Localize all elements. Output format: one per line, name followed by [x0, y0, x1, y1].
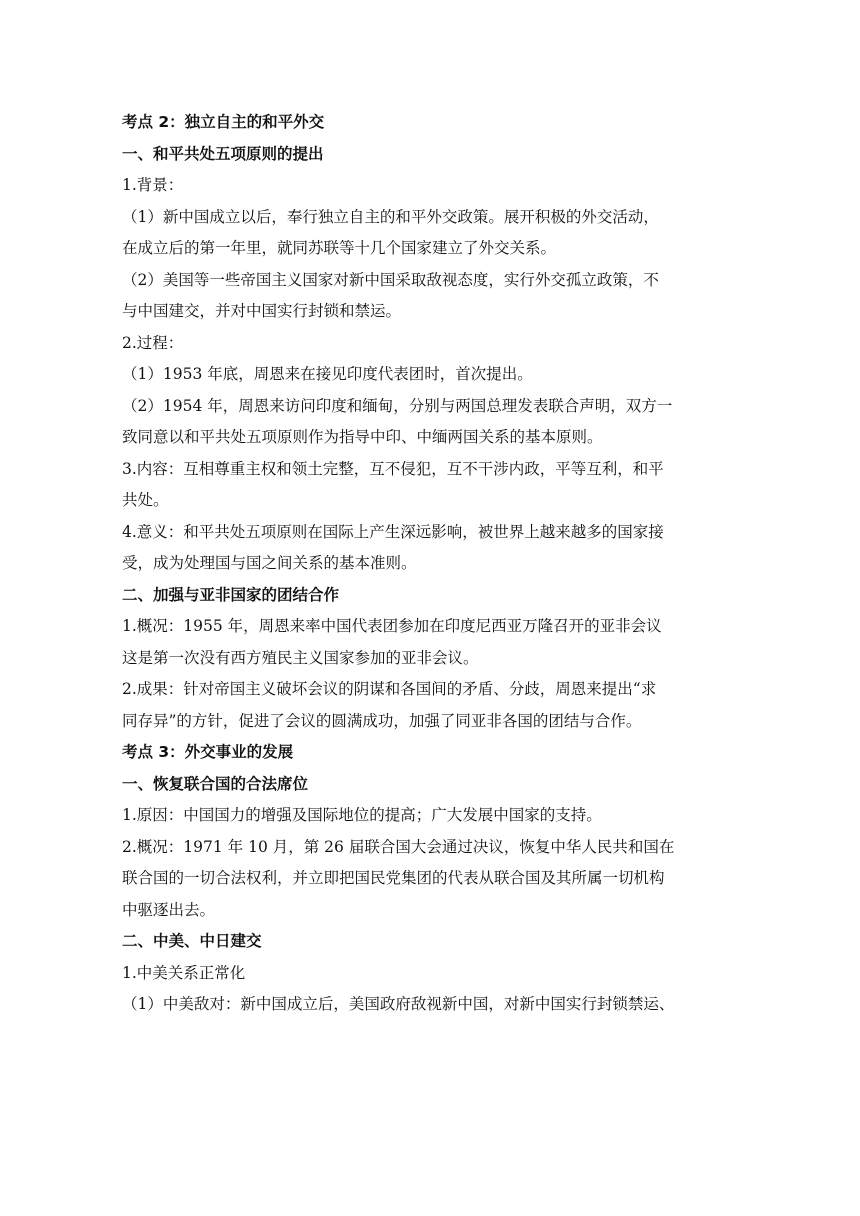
section-heading: 一、和平共处五项原则的提出 [122, 144, 324, 163]
body-line: 致同意以和平共处五项原则作为指导中印、中缅两国关系的基本原则。 [122, 428, 603, 446]
body-line: 受，成为处理国与国之间关系的基本准则。 [122, 554, 417, 572]
body-line: 在成立后的第一年里，就同苏联等十几个国家建立了外交关系。 [122, 239, 557, 257]
body-line: 这是第一次没有西方殖民主义国家参加的亚非会议。 [122, 648, 479, 667]
exam-point-heading: 考点 2：独立自主的和平外交 [122, 113, 325, 131]
body-line: （1）1953 年底，周恩来在接见印度代表团时，首次提出。 [122, 365, 533, 383]
subheading: 1.中美关系正常化 [122, 963, 246, 982]
body-line: 2.概况：1971 年 10 月，第 26 届联合国大会通过决议，恢复中华人民共和国在 [122, 837, 675, 856]
body-line: （2）美国等一些帝国主义国家对新中国采取敌视态度，实行外交孤立政策，不 [122, 270, 659, 289]
body-line: （2）1954 年，周恩来访问印度和缅甸，分别与两国总理发表联合声明，双方一 [122, 396, 673, 415]
body-line: 共处。 [122, 491, 169, 509]
body-line: （1）新中国成立以后，奉行独立自主的和平外交政策。展开积极的外交活动， [122, 207, 659, 226]
section-heading: 二、中美、中日建交 [122, 932, 262, 950]
document-page [122, 107, 742, 1021]
section-heading: 一、恢复联合国的合法席位 [122, 774, 309, 793]
subheading: 1.背景： [122, 176, 184, 194]
subheading: 2.过程： [122, 333, 184, 352]
body-line: （1）中美敌对：新中国成立后，美国政府敌视新中国，对新中国实行封锁禁运、 [122, 995, 675, 1013]
exam-point-heading: 考点 3：外交事业的发展 [122, 743, 294, 761]
body-line: 2.成果：针对帝国主义破坏会议的阴谋和各国间的矛盾、分歧，周恩来提出“求 [122, 680, 657, 698]
body-line: 联合国的一切合法权利，并立即把国民党集团的代表从联合国及其所属一切机构 [122, 869, 665, 887]
body-line: 中驱逐出去。 [122, 900, 216, 919]
body-line: 3.内容：互相尊重主权和领土完整，互不侵犯，互不干涉内政，平等互利，和平 [122, 459, 664, 478]
body-line: 1.概况：1955 年，周恩来率中国代表团参加在印度尼西亚万隆召开的亚非会议 [122, 617, 662, 635]
body-line: 4.意义：和平共处五项原则在国际上产生深远影响，被世界上越来越多的国家接 [122, 522, 664, 541]
body-line: 同存异”的方针，促进了会议的圆满成功，加强了同亚非各国的团结与合作。 [122, 711, 642, 730]
section-heading: 二、加强与亚非国家的团结合作 [122, 585, 340, 604]
body-line: 与中国建交，并对中国实行封锁和禁运。 [122, 302, 402, 320]
body-line: 1.原因：中国国力的增强及国际地位的提高；广大发展中国家的支持。 [122, 806, 602, 824]
